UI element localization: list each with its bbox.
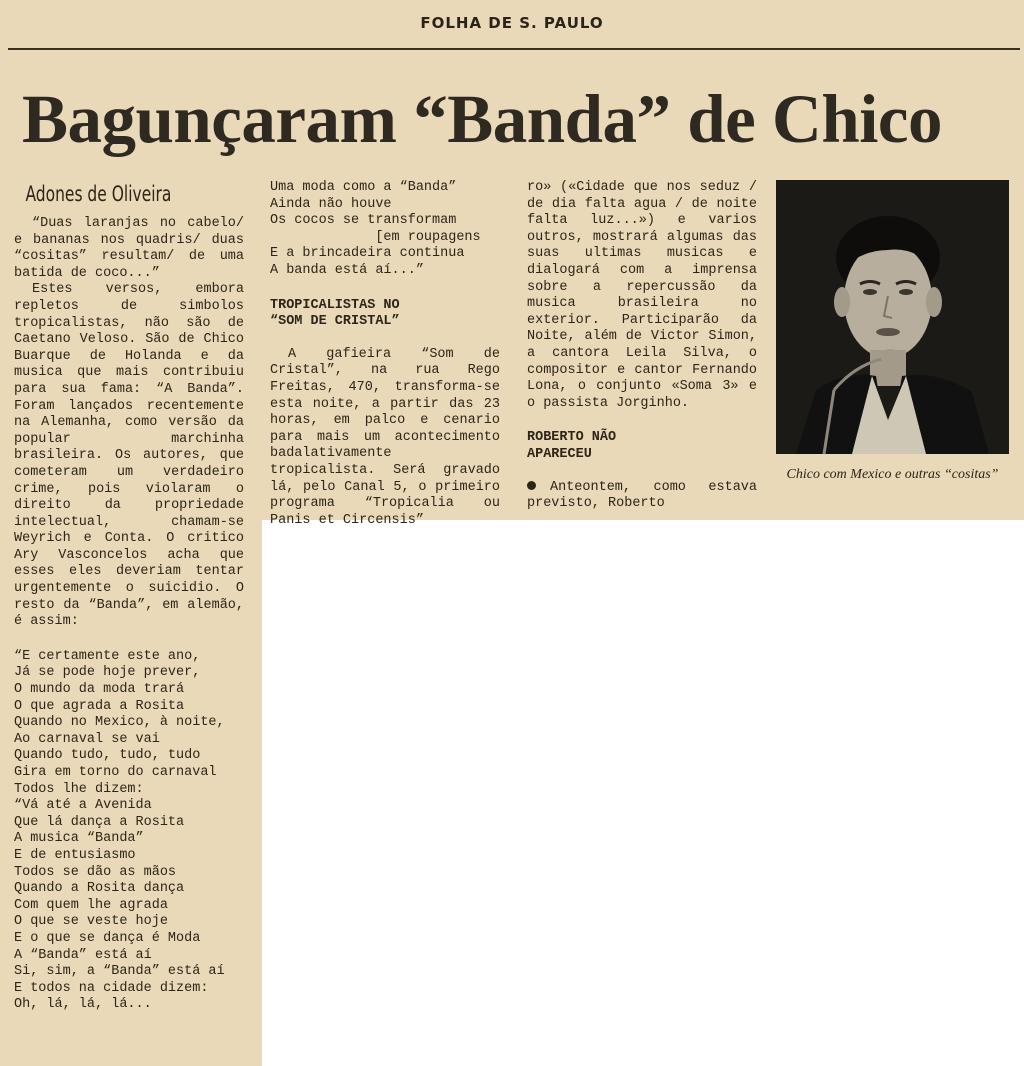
photo-caption: Chico com Mexico e outras “cositas” [786,467,999,482]
subhead-tropicalistas: TROPICALISTAS NO “SOM DE CRISTAL” [270,297,400,330]
subhead-roberto: ROBERTO NÃO APARECEU [527,430,617,462]
column-3-paragraph-1: ro» («Cidade que nos seduz / de dia falta agua / de noite falta luz...») e varios outros, mostrará algumas das suas ultimas musicas e dialogará com a imprensa sobre a repercussão da musica brasileira no exterior. Participarão da Noite, além de Victor Simon, a cantora Leila Silva, o compositor e cantor Fernando Lona, o conjunto «Soma 3» e o passista Jorginho. [527,180,757,411]
column-3-paragraph-2 [527,480,757,513]
column-1-paragraph-1: “Duas laranjas no cabelo/ e bananas nos quadris/ duas “cositas” resultam/ de uma batida de coco...” [14,216,244,281]
newspaper-name: FOLHA DE S. PAULO [420,14,604,32]
column-3-paragraph-2-text: Anteontem, como estava previsto, Roberto [527,479,757,512]
masthead-rule [8,48,1020,50]
byline: Adones de Oliveira [25,182,172,206]
article-column-3 [527,180,757,520]
chico-photo [776,180,1009,454]
portrait-illustration [776,180,1009,454]
german-verse: “E certamente este ano, Já se pode hoje prever, O mundo da moda trará O que agrada a Rosita Quando no Mexico, à noite, Ao carnaval se vai Quando tudo, tudo, tudo Gira em torno do carnaval Todos lhe dizem: “Vá até a Avenida Que lá dança a Rosita A musica “Banda” E de entusiasmo Todos se dão as mãos Quando a Rosita dança Com quem lhe agrada O que se veste hoje E o que se dança é Moda A “Banda” está aí Si, sim, a “Banda” está aí E todos na cidade dizem: Oh, lá, lá, lá... [14,648,225,1013]
article-column-2 [270,180,500,528]
bullet-icon [527,481,536,490]
column-2-paragraph-1: A gafieira “Som de Cristal”, na rua Rego Freitas, 470, transforma-se esta noite, a partir das 23 horas, em palco e cenario para mais um acontecimento badalativamente tropicalista. Será gravado lá, pelo Canal 5, o primeiro programa “Tropicalia ou Panis et Circensis” [270,346,500,528]
article-column-1 [14,182,244,1014]
column-1-paragraph-2: Estes versos, embora repletos de simbolos tropicalistas, não são de Caetano Veloso. São de Chico Buarque de Holanda e da musica que mais contribuiu para sua fama: “A Banda”. Foram lançados recentemente na Alemanha, como versão da popular marchinha brasileira. Os autores, que cometeram um verdadeiro crime, pois violaram o direito da propriedade intelectual, chamam-se Weyrich e Conta. O critico Ary Vasconcelos acha que esses eles deveriam tentar urgentemente o suicidio. O resto da “Banda”, em alemão, é assim: [14,282,244,630]
headline: Bagunçaram “Banda” de Chico [22,81,943,157]
column-2-verse: Uma moda como a “Banda” Ainda não houve Os cocos se transformam [em roupagens E a brincadeira continua A banda está aí...” [270,180,481,278]
